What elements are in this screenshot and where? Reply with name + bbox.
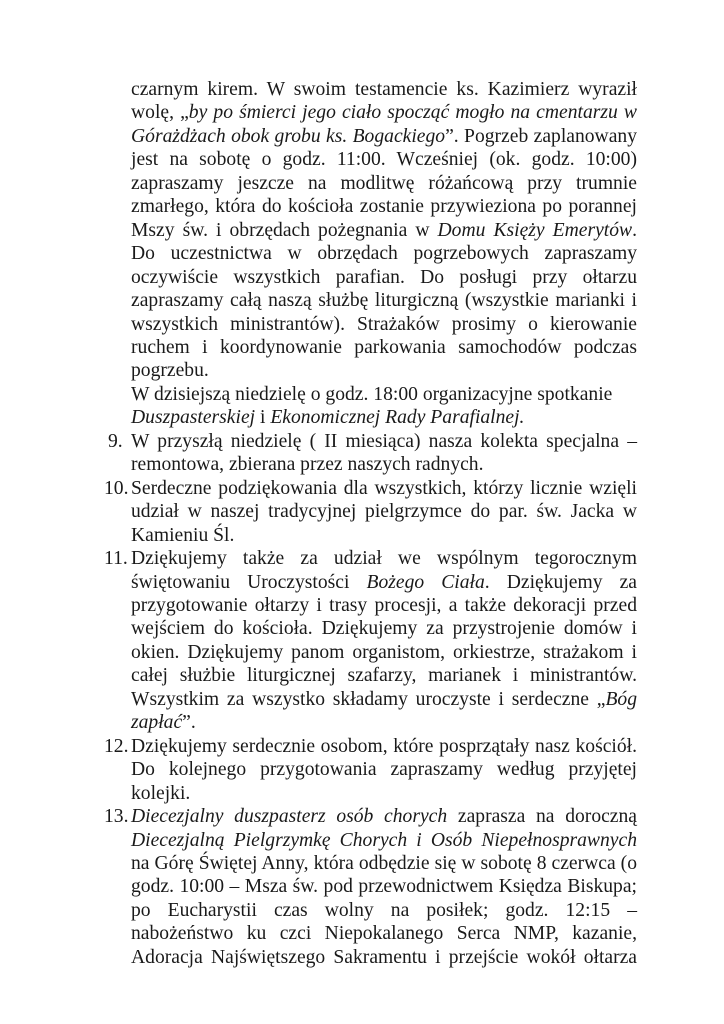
- item-text: Serdeczne podziękowania dla wszystkich, którzy licznie wzięli udział w naszej tradycyjnej pielgrzymce do par. św. Jacka w Kamieniu Śl.: [131, 477, 637, 546]
- announcements-body: [104, 78, 638, 969]
- funeral-paragraph: [131, 78, 637, 383]
- item-text: Dziękujemy serdecznie osobom, które posprzątały nasz kościół. Do kolejnego przygotowania zapraszamy według przyjętej kolejki.: [131, 735, 637, 804]
- quote-italic: by po śmierci jego ciało spocząć mogło na cmentarzu w Górażdżach obok grobu ks. Bogackiego: [131, 102, 637, 147]
- text-run: . Do uczestnictwa w obrzędach pogrzebowych zapraszamy oczywiście wszystkich parafian. Do posługi przy ołtarzu zapraszamy całą naszą służbę liturgiczną (wszystkie marianki i wszystkich ministrantów). Strażaków prosimy o kierowanie ruchem i koordynowanie parkowania samochodów podczas pogrzebu.: [131, 219, 638, 382]
- council-name-italic: Ekonomicznej Rady Parafialnej.: [270, 407, 525, 429]
- list-item-13: [104, 805, 637, 969]
- item-number: 11.: [104, 548, 128, 570]
- item-number: 12.: [104, 735, 129, 757]
- text-run: ”. Pogrzeb zaplanowany jest na sobotę o godz. 11:00. Wcześniej (ok. godz. 10:00) zapraszamy jeszcze na modlitwę różańcową przy trumnie zmarłego, która do kościoła zostanie przywieziona po porannej Mszy św. i obrzędach pożegnania w: [131, 125, 637, 241]
- item-text: W przyszłą niedzielę ( II miesiąca) nasza kolekta specjalna – remontowa, zbierana przez naszych radnych.: [131, 430, 637, 476]
- list-item-10: [104, 477, 637, 547]
- item-text: Dziękujemy także za udział we wspólnym tegorocznym świętowaniu Uroczystości: [131, 548, 637, 593]
- list-item-11: [104, 547, 637, 735]
- item-number: 13.: [104, 806, 129, 828]
- item-text: . Dziękujemy za przygotowanie ołtarzy i trasy procesji, a także dekoracji przed wejściem do kościoła. Dziękujemy za przystrojenie domów i okien. Dziękujemy panom organistom, orkiestrze, strażakom i całej służbie liturgicznej szafarzy, marianek i ministrantów. Wszystkim za wszystko składamy uroczyste i serdeczne „: [131, 571, 637, 710]
- list-item-12: [104, 735, 637, 805]
- text-run: W dzisiejszą niedzielę o godz. 18:00 organizacyjne spotkanie: [131, 383, 613, 405]
- council-name-italic: Duszpasterskiej: [131, 407, 256, 429]
- item-number: 9.: [108, 430, 123, 452]
- meeting-paragraph: [131, 383, 637, 430]
- thanks-italic: Bóg zapłać: [131, 688, 637, 734]
- item-number: 10.: [104, 477, 129, 499]
- place-name-italic: Domu Księży Emerytów: [437, 219, 633, 241]
- item-text: zaprasza na doroczną: [447, 806, 637, 828]
- item-text: ”.: [182, 712, 196, 734]
- text-run: czarnym kirem. W swoim testamencie ks. Kazimierz wyraził wolę, „: [131, 79, 637, 124]
- text-run: i: [255, 407, 271, 429]
- pastor-title-italic: Diecezjalny duszpasterz osób chorych: [131, 806, 448, 828]
- list-item-9: [108, 430, 637, 477]
- pilgrimage-name-italic: Diecezjalną Pielgrzymkę Chorych i Osób Niepełnosprawnych: [131, 829, 637, 851]
- item-text: na Górę Świętej Anny, która odbędzie się w sobotę 8 czerwca (o godz. 10:00 – Msza św. pod przewodnictwem Księdza Biskupa; po Eucharystii czas wolny na posiłek; godz. 12:15 – nabożeństwo ku czci Niepokalanego Serca NMP, kazanie, Adoracja Najświętszego Sakramentu i przejście wokół ołtarza: [131, 852, 637, 968]
- feast-name-italic: Bożego Ciała: [366, 571, 485, 593]
